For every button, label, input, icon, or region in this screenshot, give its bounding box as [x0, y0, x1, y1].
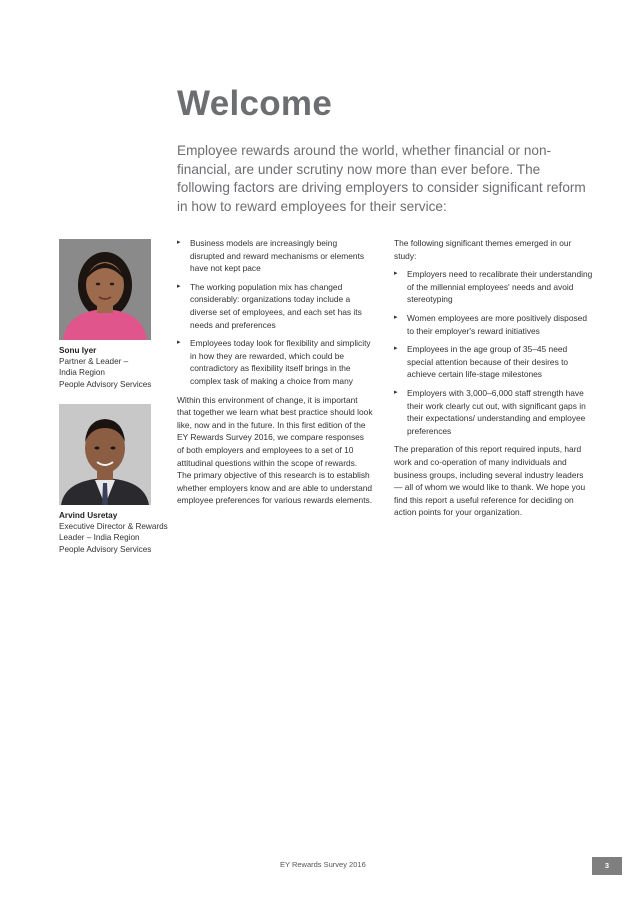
list-item-text: Women employees are more positively disposed to their employer's reward initiatives	[407, 312, 587, 336]
list-item	[177, 237, 373, 275]
list-item	[394, 387, 594, 437]
driver-bullet-list	[177, 237, 373, 388]
page-title: Welcome	[177, 84, 333, 123]
bullet-arrow-icon: ▸	[177, 239, 181, 246]
person-role-line: Executive Director & Rewards	[59, 522, 168, 532]
themes-bullet-list	[394, 268, 594, 437]
person-role-line: India Region	[59, 368, 105, 378]
list-item-text: The working population mix has changed considerably: organizations today include a diverse set of employees, and each set has its needs and preferences	[190, 281, 362, 330]
bullet-arrow-icon: ▸	[394, 388, 398, 396]
list-item	[394, 312, 594, 337]
list-item-text: Employers with 3,000–6,000 staff strength have their work clearly cut out, with significant gaps in their expectations/ understanding and employee preferences	[407, 387, 586, 436]
list-item	[394, 343, 594, 381]
list-item-text: Employees today look for flexibility and simplicity in how they are rewarded, which could be contradictory as flexibility itself brings in the complex task of making a choice from many	[190, 338, 371, 386]
person-role-line: Partner & Leader –	[59, 357, 129, 367]
body-column-right	[394, 237, 594, 525]
person-name: Sonu Iyer	[59, 346, 97, 355]
closing-paragraph: The preparation of this report required inputs, hard work and co-operation of many individuals and business groups, including several industry leaders — all of whom we would like to thank. We hope you find this report a useful reference for deciding on action points for your organization.	[394, 444, 586, 518]
list-item-text: Business models are increasingly being disrupted and reward mechanisms or elements have not kept pace	[190, 238, 365, 274]
intro-paragraph: Employee rewards around the world, whether financial or non-financial, are under scrutiny now more than ever before. The following factors are driving employers to consider significant reform in how to reward employees for their service:	[177, 143, 586, 214]
person-role-line: People Advisory Services	[59, 379, 152, 389]
page-number-badge: 3	[592, 857, 622, 875]
bullet-arrow-icon: ▸	[177, 339, 181, 347]
bullet-arrow-icon: ▸	[394, 270, 398, 278]
list-item-text: Employers need to recalibrate their understanding of the millennial employees' needs and avoid stereotyping	[407, 269, 593, 305]
person-role-line: People Advisory Services	[59, 544, 152, 554]
bullet-arrow-icon: ▸	[394, 313, 398, 321]
portrait-arvind-usretay	[59, 404, 151, 505]
themes-lead-paragraph: The following significant themes emerged in our study:	[394, 238, 572, 261]
body-paragraph: Within this environment of change, it is important that together we learn what best practice should look like, now and in the future. In this first edition of the EY Rewards Survey 2016, we compare responses of both employers and employees to a set of 10 attitudinal questions within the scope of rewards. The primary objective of this research is to establish whether employers know and are able to understand employee preferences for various rewards elements.	[177, 394, 373, 506]
caption-arvind-usretay	[59, 510, 174, 555]
page-footer	[0, 857, 638, 875]
footer-publication-title: EY Rewards Survey 2016	[280, 860, 366, 869]
list-item	[394, 268, 594, 306]
person-name: Arvind Usretay	[59, 511, 118, 520]
list-item	[177, 337, 373, 387]
portrait-sonu-iyer	[59, 239, 151, 340]
bullet-arrow-icon: ▸	[394, 345, 398, 353]
list-item-text: Employees in the age group of 35–45 need special attention because of their desires to achieve certain life-stage milestones	[407, 344, 569, 380]
list-item	[177, 281, 373, 331]
person-role-line: Leader – India Region	[59, 533, 140, 543]
bullet-arrow-icon: ▸	[177, 282, 181, 290]
body-column-left	[177, 237, 373, 513]
caption-sonu-iyer	[59, 345, 174, 390]
